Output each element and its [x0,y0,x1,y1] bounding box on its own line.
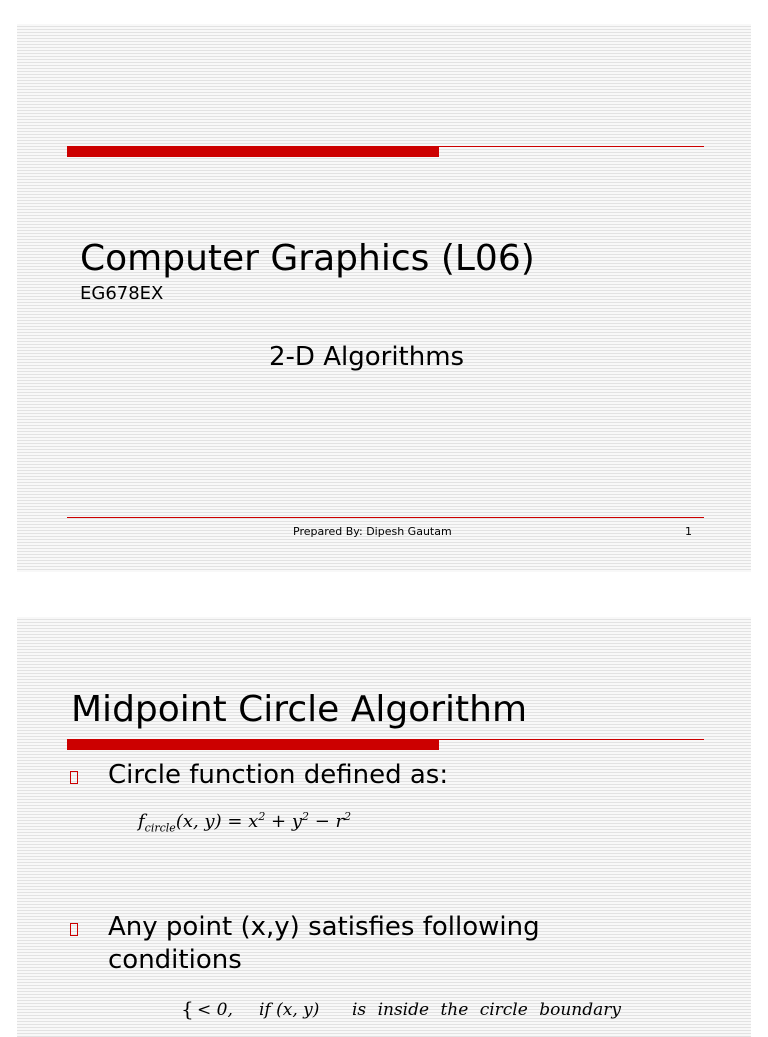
square-bullet-icon [70,771,78,784]
slide-title: Midpoint Circle Algorithm [71,689,528,730]
equation-plus-y: + y [265,811,303,832]
equation-f-subscript: circle [144,821,176,835]
condition-if: if (x, y) [259,1000,320,1020]
slide-subtitle: 2-D Algorithms [269,342,465,372]
bullet-text: Any point (x,y) satisfies following [108,912,540,942]
title-rule-thick [67,147,439,157]
slide-1 [17,24,751,572]
page-number: 1 [685,525,692,538]
slide-title: Computer Graphics (L06) [80,238,535,279]
bullet-text-continuation: conditions [108,945,242,975]
slide-2 [17,617,751,1037]
bullet-text: Circle function defined as: [108,760,449,790]
equation-f: f [138,811,145,832]
footer-rule [67,517,704,518]
equation-y-exponent: 2 [302,810,310,823]
equation-x-exponent: 2 [258,810,266,823]
title-rule-thick [67,740,439,750]
circle-function-equation [138,810,351,835]
course-code: EG678EX [80,283,164,304]
equation-minus-r: − r [309,811,345,832]
equation-r-exponent: 2 [344,810,352,823]
condition-operator: < 0, [197,1000,233,1020]
equation-args: (x, y) = x [175,811,259,832]
condition-brace: { [181,997,194,1021]
footer-author: Prepared By: Dipesh Gautam [293,525,452,538]
condition-description: is inside the circle boundary [352,1000,621,1020]
square-bullet-icon [70,923,78,936]
